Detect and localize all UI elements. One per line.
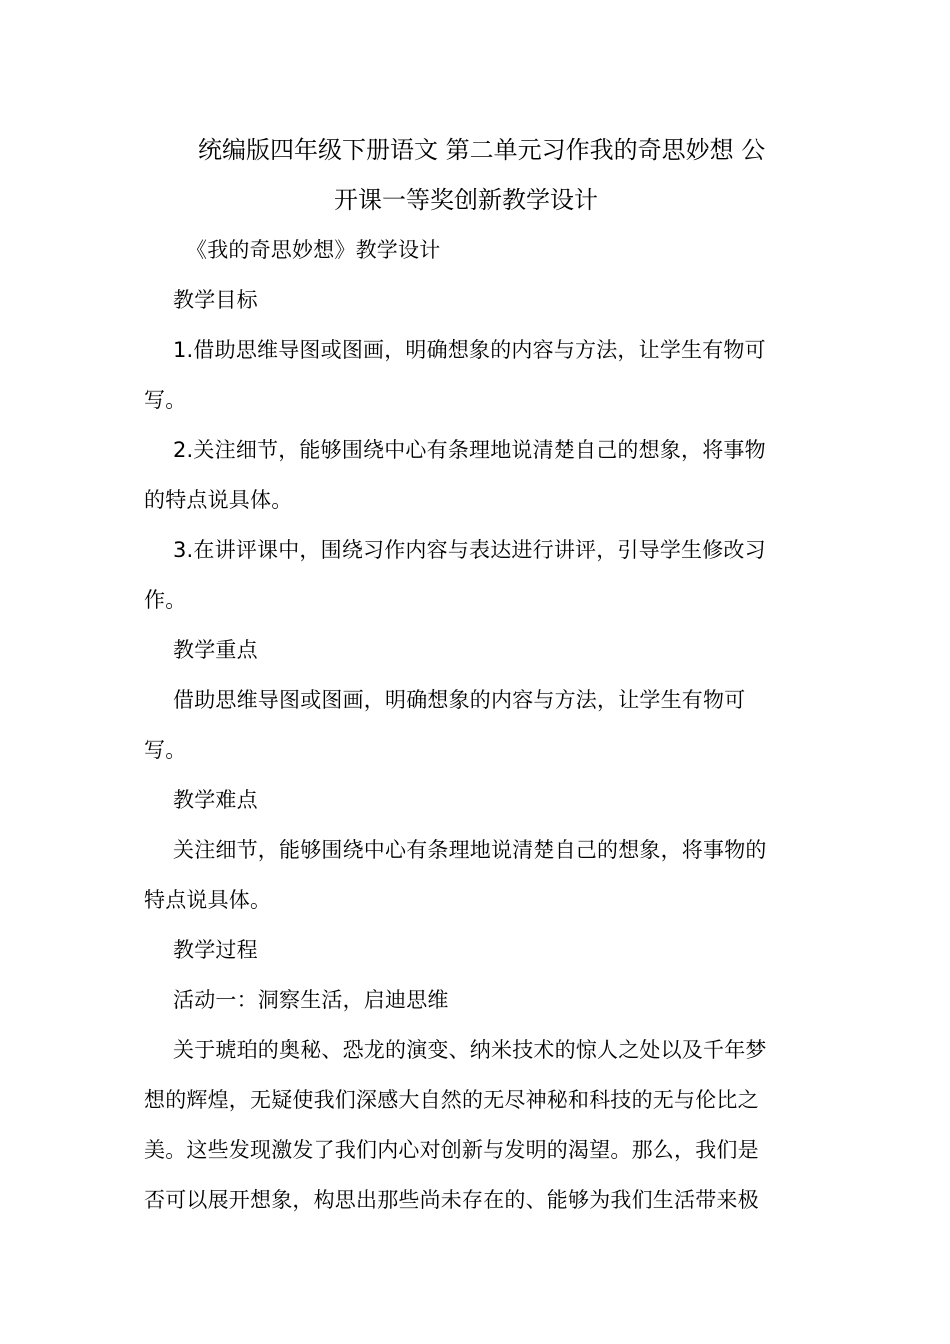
objective-3-line-2: 作。 <box>144 588 187 612</box>
objective-2-line-2: 的特点说具体。 <box>144 488 293 512</box>
document-subtitle: 《我的奇思妙想》教学设计 <box>186 238 441 262</box>
process-heading: 教学过程 <box>173 938 258 962</box>
objective-1-line-2: 写。 <box>144 388 187 412</box>
difficulties-line-1: 关注细节，能够围绕中心有条理地说清楚自己的想象，将事物的 <box>173 838 767 862</box>
objective-3-line-1: 3.在讲评课中，围绕习作内容与表达进行讲评，引导学生修改习 <box>173 538 766 562</box>
document-title-line-1: 统编版四年级下册语文 第二单元习作我的奇思妙想 公 <box>198 136 766 164</box>
key-points-line-2: 写。 <box>144 738 187 762</box>
key-points-line-1: 借助思维导图或图画，明确想象的内容与方法，让学生有物可 <box>173 688 746 712</box>
difficulties-line-2: 特点说具体。 <box>144 888 272 912</box>
activity-1-heading: 活动一：洞察生活，启迪思维 <box>173 988 449 1012</box>
objective-2-line-1: 2.关注细节，能够围绕中心有条理地说清楚自己的想象，将事物 <box>173 438 766 462</box>
document-title-line-2: 开课一等奖创新教学设计 <box>334 186 598 214</box>
key-points-heading: 教学重点 <box>173 638 258 662</box>
difficulties-heading: 教学难点 <box>173 788 258 812</box>
paragraph-line-3: 美。这些发现激发了我们内心对创新与发明的渴望。那么，我们是 <box>144 1138 759 1162</box>
paragraph-line-2: 想的辉煌，无疑使我们深感大自然的无尽神秘和科技的无与伦比之 <box>144 1088 759 1112</box>
objective-1-line-1: 1.借助思维导图或图画，明确想象的内容与方法，让学生有物可 <box>173 338 766 362</box>
objectives-heading: 教学目标 <box>173 288 258 312</box>
paragraph-line-1: 关于琥珀的奥秘、恐龙的演变、纳米技术的惊人之处以及千年梦 <box>173 1038 767 1062</box>
paragraph-line-4: 否可以展开想象，构思出那些尚未存在的、能够为我们生活带来极 <box>144 1188 759 1212</box>
